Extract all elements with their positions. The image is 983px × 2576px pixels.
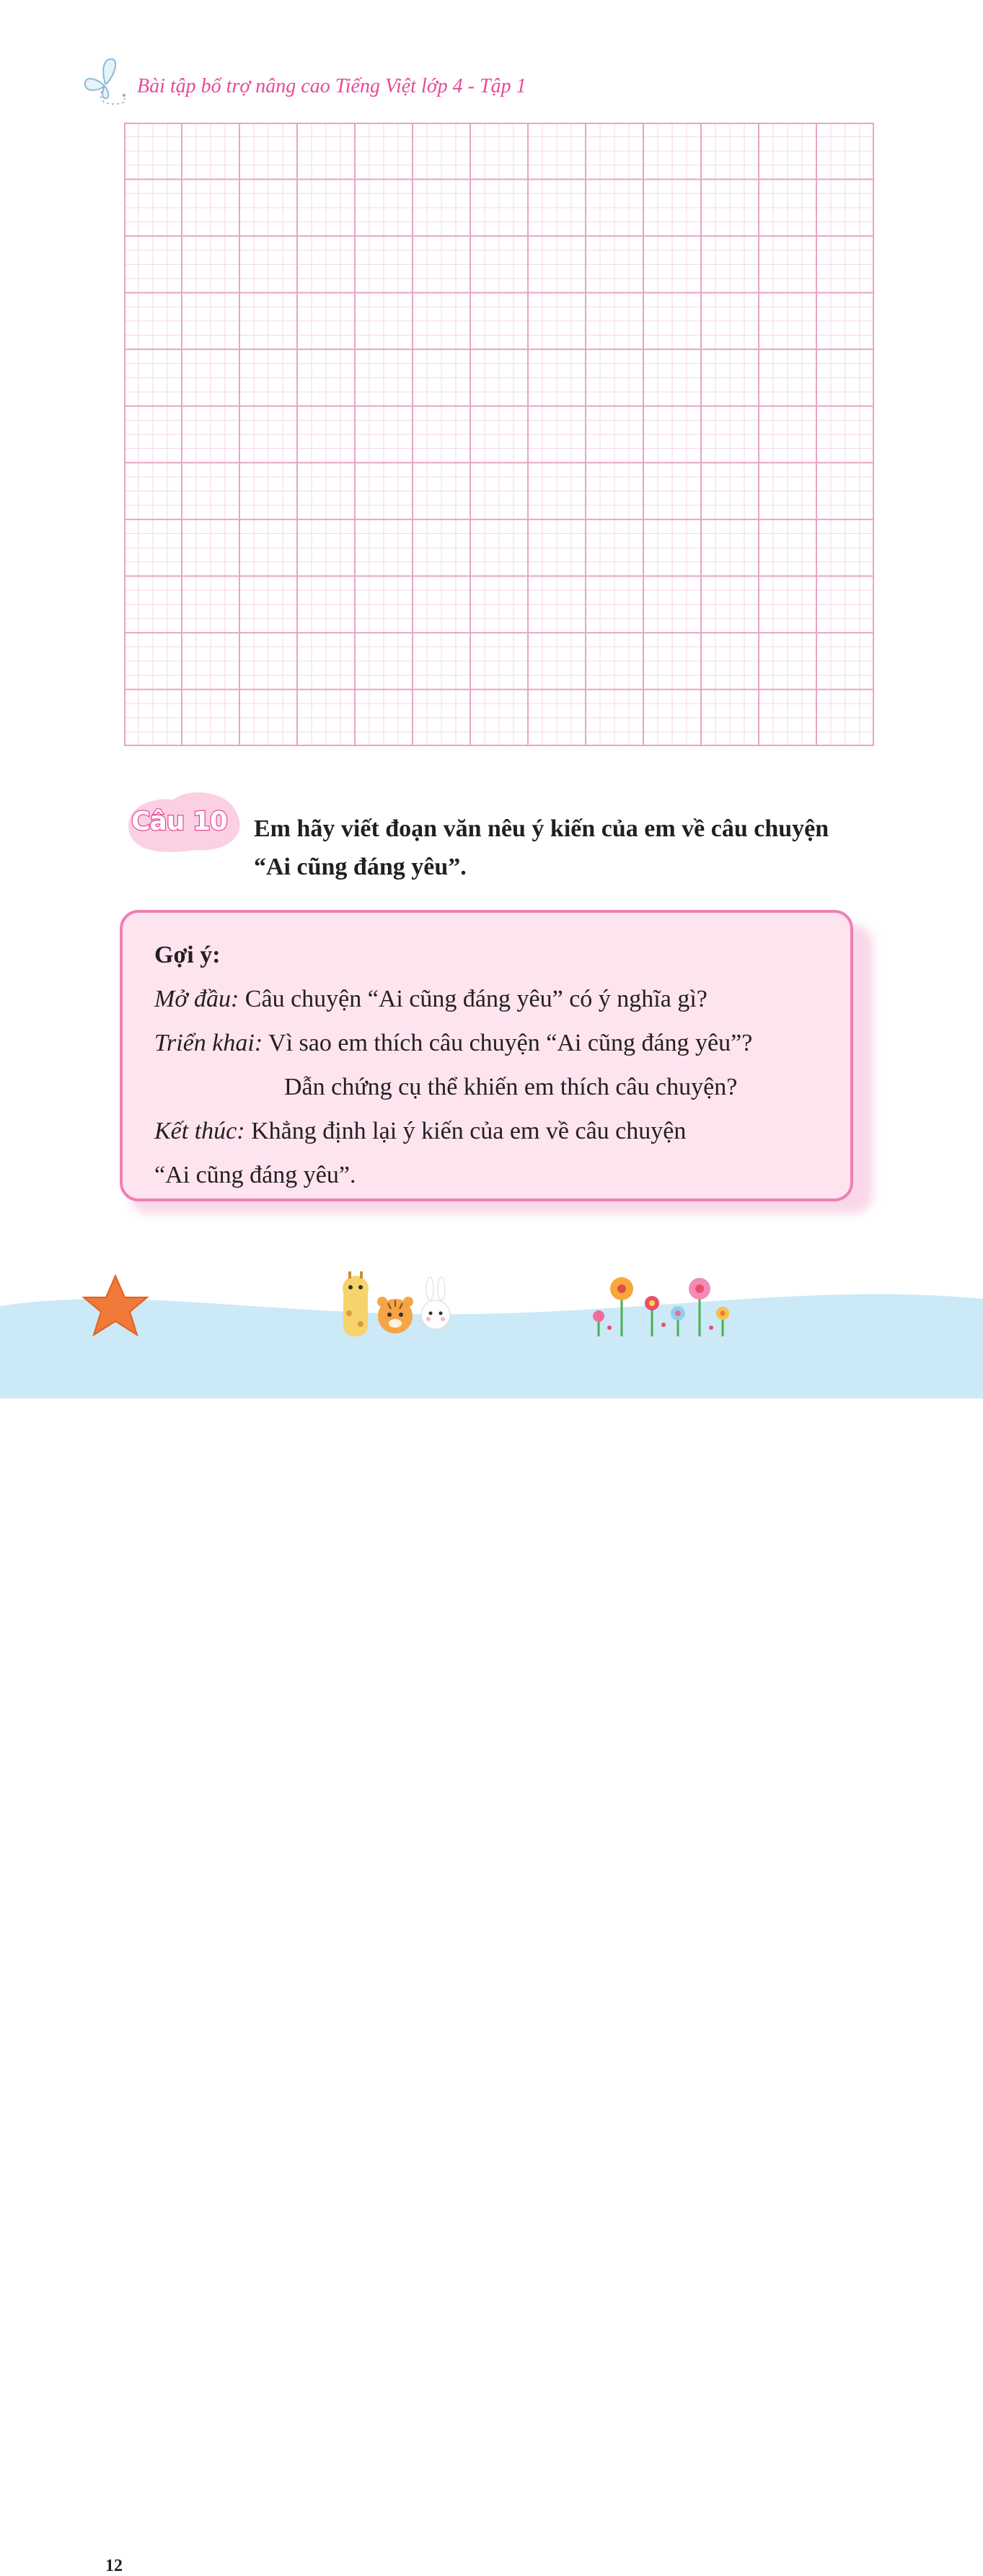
hint-title: Gợi ý: — [154, 942, 221, 968]
page-footer — [0, 1256, 983, 2575]
rabbit-icon — [421, 1277, 450, 1329]
hint-body-text: Vì sao em thích câu chuyện “Ai cũng đáng yêu”? — [263, 1030, 753, 1056]
hint-end-label: Kết thúc: — [154, 1118, 245, 1144]
book-title: Bài tập bổ trợ nâng cao Tiếng Việt lớp 4 - Tập 1 — [137, 75, 526, 97]
page-number: 12 — [105, 2557, 123, 2575]
hint-end-text-2: “Ai cũng đáng yêu”. — [154, 1162, 356, 1188]
footer-art — [0, 1256, 983, 1398]
hint-intro-text: Câu chuyện “Ai cũng đáng yêu” có ý nghĩa gì? — [239, 986, 708, 1012]
tiger-icon — [377, 1297, 413, 1333]
hint-box — [120, 910, 853, 1201]
question-line-2: “Ai cũng đáng yêu”. — [254, 854, 467, 880]
page-header — [79, 55, 584, 113]
writing-grid — [124, 123, 874, 746]
hint-body-label: Triển khai: — [154, 1030, 263, 1056]
hint-end-text: Khẳng định lại ý kiến của em về câu chuyện — [244, 1118, 687, 1144]
hint-body — [154, 1021, 839, 1065]
hint-end — [154, 1109, 839, 1153]
question-line-1: Em hãy viết đoạn văn nêu ý kiến của em về câu chuyện — [254, 815, 829, 842]
wave-shape — [0, 1294, 983, 1398]
giraffe-icon — [343, 1271, 369, 1336]
question-text — [254, 810, 889, 886]
butterfly-icon — [79, 55, 130, 113]
grid-lines — [124, 123, 874, 746]
hint-intro-label: Mở đầu: — [154, 986, 239, 1012]
question-number: Câu 10 — [131, 807, 227, 836]
hint-body-text-2: Dẫn chứng cụ thể khiến em thích câu chuyện? — [284, 1074, 738, 1100]
hint-intro — [154, 977, 839, 1021]
